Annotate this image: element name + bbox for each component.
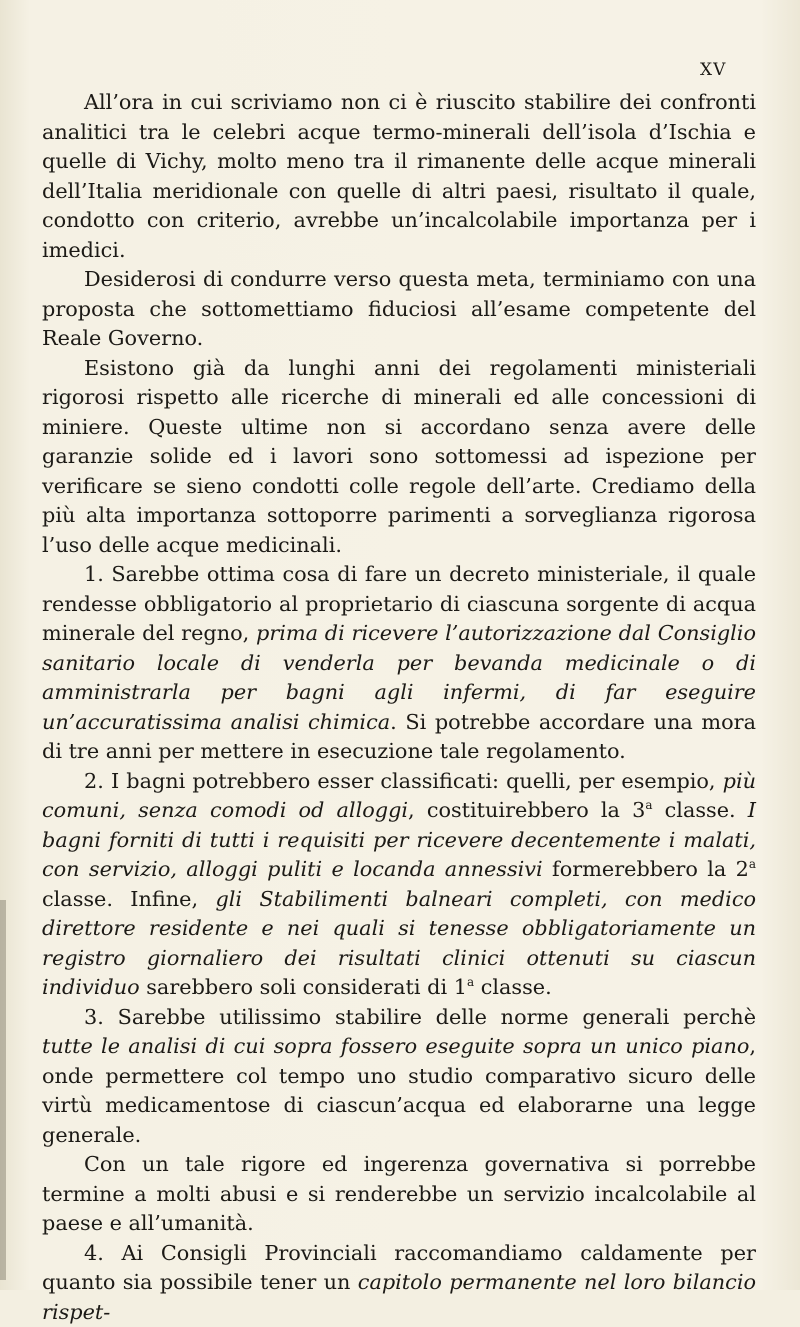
text-run: 1. Sarebbe ottima cosa di fare un decreto ministeriale, il quale rendesse obbligatorio al proprietario di ciascuna sorgente di acqua minerale del regno,: [42, 562, 756, 645]
text-run: , costituirebbero la 3: [408, 798, 645, 822]
text-run: , onde permettere col tempo uno studio comparativo sicuro delle virtù medicamentose di ciascun’acqua ed elaborarne una legge generale.: [42, 1034, 756, 1147]
ordinal-superscript: a: [645, 798, 652, 812]
paragraph: [42, 1150, 756, 1239]
text-run: sarebbero soli considerati di 1: [140, 975, 467, 999]
paragraph: [42, 1003, 756, 1151]
body-text: [42, 88, 756, 1327]
text-run: 3. Sarebbe utilissimo stabilire delle norme generali perchè: [84, 1005, 756, 1029]
page-number: XV: [700, 60, 740, 80]
text-run: 2. I bagni potrebbero esser classificati: quelli, per esempio,: [84, 769, 723, 793]
paragraph: [42, 354, 756, 561]
text-run: . Si potrebbe accordare una mora di tre anni per mettere in esecuzione tale regolamento.: [42, 710, 756, 764]
text-run: Con un tale rigore ed ingerenza governativa si porrebbe termine a molti abusi e si renderebbe un servizio incalcolabile al paese e all’umanità.: [42, 1152, 756, 1235]
text-run: classe. Infine,: [42, 887, 215, 911]
italic-text: gli Stabilimenti balneari completi, con medico direttore residente e nei quali si tenesse obbligatoriamente un registro giornaliero dei risultati clinici ottenuti su ciascun individuo: [42, 887, 756, 1000]
paragraph: [42, 88, 756, 265]
text-run: All’ora in cui scriviamo non ci è riuscito stabilire dei confronti analitici tra le celebri acque termo-minerali dell’isola d’Ischia e quelle di Vichy, molto meno tra il rimanente delle acque minerali dell’Italia meridionale con quelle di altri paesi, risultato il quale, condotto con criterio, avrebbe un’incalcolabile importanza per i imedici.: [42, 90, 756, 262]
italic-text: tutte le analisi di cui sopra fossero eseguite sopra un unico piano: [42, 1034, 749, 1058]
paragraph: [42, 1239, 756, 1327]
italic-text: più comuni, senza comodi od alloggi: [42, 769, 756, 823]
italic-text: prima di ricevere l’autorizzazione dal Consiglio sanitario locale di venderla per bevanda medicinale o di amministrarla per bagni agli infermi, di far eseguire un’accuratissima analisi chimica: [42, 621, 756, 734]
text-run: formerebbero la 2: [543, 857, 749, 881]
italic-text: capitolo permanente nel loro bilancio rispet-: [42, 1270, 756, 1324]
italic-text: I bagni forniti di tutti i requisiti per ricevere decentemente i malati, con servizio, alloggi puliti e locanda annessivi: [42, 798, 756, 881]
text-run: Esistono già da lunghi anni dei regolamenti ministeriali rigorosi rispetto alle ricerche di minerali ed alle concessioni di miniere. Queste ultime non si accordano senza avere delle garanzie solide ed i lavori sono sottomessi ad ispezione per verificare se sieno condotti colle regole dell’arte. Crediamo della più alta importanza sottoporre parimenti a sorveglianza rigorosa l’uso delle acque medicinali.: [42, 356, 756, 557]
text-run: classe.: [474, 975, 552, 999]
paragraph: [42, 265, 756, 354]
ordinal-superscript: a: [467, 975, 474, 989]
text-run: Desiderosi di condurre verso questa meta, terminiamo con una proposta che sottomettiamo fiduciosi all’esame competente del Reale Governo.: [42, 267, 756, 350]
paragraph: [42, 767, 756, 1003]
text-run: classe.: [653, 798, 748, 822]
paragraph: [42, 560, 756, 767]
ordinal-superscript: a: [749, 857, 756, 871]
page-edge-shadow: [0, 900, 6, 1280]
text-run: 4. Ai Consigli Provinciali raccomandiamo caldamente per quanto sia possibile tener un: [42, 1241, 756, 1295]
